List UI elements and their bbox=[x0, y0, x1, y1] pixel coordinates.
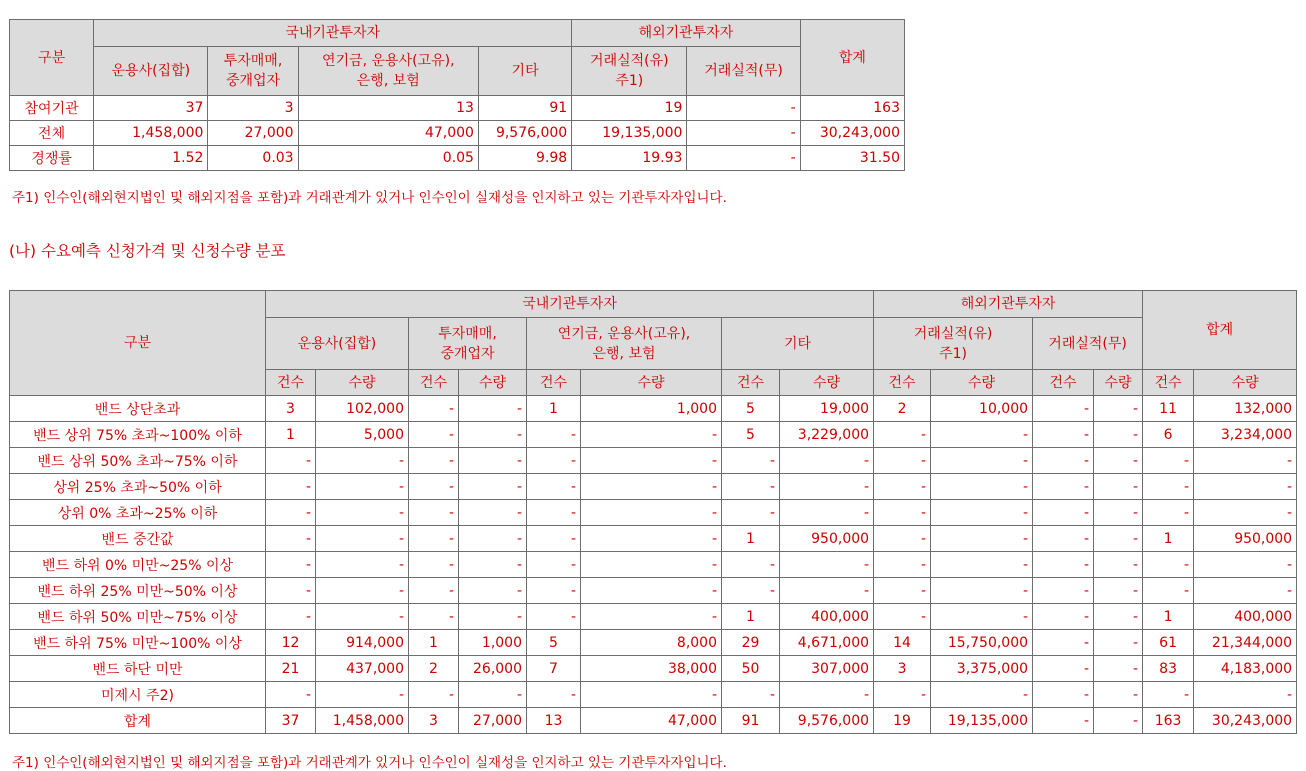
count-cell: - bbox=[266, 552, 316, 578]
quantity-cell: 3,234,000 bbox=[1194, 422, 1297, 448]
header-with-trade-record: 거래실적(유) 주1) bbox=[874, 318, 1033, 370]
quantity-cell: - bbox=[459, 500, 527, 526]
quantity-cell: - bbox=[581, 682, 722, 708]
count-cell: - bbox=[1033, 474, 1094, 500]
row-label: 밴드 중간값 bbox=[10, 526, 266, 552]
table-row bbox=[10, 708, 1297, 734]
quantity-cell: - bbox=[459, 552, 527, 578]
quantity-cell: 26,000 bbox=[459, 656, 527, 682]
row-label: 합계 bbox=[10, 708, 266, 734]
count-cell: 1 bbox=[1143, 604, 1194, 630]
footnote-2: 주1) 인수인(해외현지법인 및 해외지점을 포함)과 거래관계가 있거나 인수인이 실재성을 인지하고 있는 기관투자자입니다. bbox=[12, 755, 727, 771]
row-label: 밴드 하위 50% 미만~75% 이상 bbox=[10, 604, 266, 630]
quantity-cell: 8,000 bbox=[581, 630, 722, 656]
quantity-cell: - bbox=[459, 526, 527, 552]
header-quantity: 수량 bbox=[316, 370, 409, 396]
count-cell: - bbox=[1033, 500, 1094, 526]
count-cell: - bbox=[266, 500, 316, 526]
quantity-cell: - bbox=[1094, 604, 1143, 630]
count-cell: - bbox=[409, 474, 459, 500]
header-quantity: 수량 bbox=[459, 370, 527, 396]
quantity-cell: 3,229,000 bbox=[780, 422, 874, 448]
count-cell: 14 bbox=[874, 630, 931, 656]
count-cell: - bbox=[874, 448, 931, 474]
quantity-cell: - bbox=[1194, 474, 1297, 500]
quantity-cell: - bbox=[1094, 474, 1143, 500]
count-cell: 5 bbox=[527, 630, 581, 656]
count-cell: - bbox=[527, 474, 581, 500]
quantity-cell: 307,000 bbox=[780, 656, 874, 682]
quantity-cell: - bbox=[1094, 578, 1143, 604]
count-cell: 1 bbox=[409, 630, 459, 656]
quantity-cell: 102,000 bbox=[316, 396, 409, 422]
table-cell: 9.98 bbox=[478, 146, 571, 171]
quantity-cell: - bbox=[581, 500, 722, 526]
table-row bbox=[10, 146, 905, 171]
count-cell: - bbox=[409, 448, 459, 474]
quantity-cell: - bbox=[1094, 448, 1143, 474]
quantity-cell: - bbox=[459, 682, 527, 708]
count-cell: 61 bbox=[1143, 630, 1194, 656]
table-cell: - bbox=[687, 96, 800, 121]
quantity-cell: - bbox=[931, 474, 1033, 500]
quantity-cell: - bbox=[316, 500, 409, 526]
quantity-cell: - bbox=[316, 604, 409, 630]
table-row bbox=[10, 604, 1297, 630]
count-cell: - bbox=[1033, 552, 1094, 578]
quantity-cell: - bbox=[1094, 630, 1143, 656]
quantity-cell: 38,000 bbox=[581, 656, 722, 682]
quantity-cell: - bbox=[581, 552, 722, 578]
quantity-cell: - bbox=[1094, 396, 1143, 422]
count-cell: 5 bbox=[722, 422, 780, 448]
quantity-cell: - bbox=[459, 396, 527, 422]
quantity-cell: 3,375,000 bbox=[931, 656, 1033, 682]
row-label: 상위 0% 초과~25% 이하 bbox=[10, 500, 266, 526]
header-total: 합계 bbox=[800, 20, 904, 96]
count-cell: - bbox=[1033, 526, 1094, 552]
row-label: 참여기관 bbox=[10, 96, 94, 121]
row-label: 경쟁률 bbox=[10, 146, 94, 171]
table-row bbox=[10, 656, 1297, 682]
count-cell: - bbox=[1033, 604, 1094, 630]
table-row bbox=[10, 578, 1297, 604]
table-cell: 37 bbox=[94, 96, 208, 121]
header-with-trade-record: 거래실적(유) 주1) bbox=[572, 47, 687, 96]
header-quantity: 수량 bbox=[1194, 370, 1297, 396]
row-label: 전체 bbox=[10, 121, 94, 146]
quantity-cell: - bbox=[931, 604, 1033, 630]
table-cell: 0.05 bbox=[298, 146, 478, 171]
count-cell: - bbox=[1143, 448, 1194, 474]
count-cell: - bbox=[409, 552, 459, 578]
row-label: 상위 25% 초과~50% 이하 bbox=[10, 474, 266, 500]
table-cell: 9,576,000 bbox=[478, 121, 571, 146]
table-cell: 0.03 bbox=[208, 146, 298, 171]
table-cell: 91 bbox=[478, 96, 571, 121]
table-cell: - bbox=[687, 121, 800, 146]
table-row bbox=[10, 526, 1297, 552]
count-cell: - bbox=[527, 604, 581, 630]
footnote-1: 주1) 인수인(해외현지법인 및 해외지점을 포함)과 거래관계가 있거나 인수인이 실재성을 인지하고 있는 기관투자자입니다. bbox=[12, 190, 727, 206]
count-cell: - bbox=[722, 578, 780, 604]
quantity-cell: 1,000 bbox=[459, 630, 527, 656]
count-cell: 3 bbox=[409, 708, 459, 734]
count-cell: - bbox=[266, 682, 316, 708]
count-cell: 29 bbox=[722, 630, 780, 656]
count-cell: - bbox=[527, 682, 581, 708]
count-cell: - bbox=[874, 526, 931, 552]
table-cell: - bbox=[687, 146, 800, 171]
count-cell: 1 bbox=[722, 604, 780, 630]
quantity-cell: - bbox=[1194, 552, 1297, 578]
table-row bbox=[10, 474, 1297, 500]
row-label: 밴드 하위 0% 미만~25% 이상 bbox=[10, 552, 266, 578]
quantity-cell: - bbox=[459, 604, 527, 630]
count-cell: - bbox=[409, 682, 459, 708]
quantity-cell: - bbox=[780, 552, 874, 578]
header-other: 기타 bbox=[722, 318, 874, 370]
table-cell: 19,135,000 bbox=[572, 121, 687, 146]
quantity-cell: - bbox=[316, 578, 409, 604]
quantity-cell: - bbox=[780, 682, 874, 708]
count-cell: - bbox=[266, 604, 316, 630]
table-row bbox=[10, 552, 1297, 578]
table-cell: 19 bbox=[572, 96, 687, 121]
table-row bbox=[10, 396, 1297, 422]
count-cell: 1 bbox=[1143, 526, 1194, 552]
quantity-cell: 1,000 bbox=[581, 396, 722, 422]
count-cell: 12 bbox=[266, 630, 316, 656]
quantity-cell: 9,576,000 bbox=[780, 708, 874, 734]
count-cell: - bbox=[409, 578, 459, 604]
quantity-cell: - bbox=[581, 422, 722, 448]
row-label: 밴드 하위 75% 미만~100% 이상 bbox=[10, 630, 266, 656]
quantity-cell: - bbox=[931, 500, 1033, 526]
quantity-cell: - bbox=[931, 682, 1033, 708]
count-cell: 21 bbox=[266, 656, 316, 682]
count-cell: - bbox=[722, 448, 780, 474]
count-cell: - bbox=[527, 448, 581, 474]
header-count: 건수 bbox=[1033, 370, 1094, 396]
count-cell: - bbox=[874, 422, 931, 448]
count-cell: - bbox=[1143, 474, 1194, 500]
count-cell: - bbox=[722, 500, 780, 526]
header-without-trade-record: 거래실적(무) bbox=[1033, 318, 1143, 370]
header-quantity: 수량 bbox=[931, 370, 1033, 396]
header-foreign-institutions: 해외기관투자자 bbox=[874, 291, 1143, 318]
quantity-cell: - bbox=[1094, 500, 1143, 526]
quantity-cell: 5,000 bbox=[316, 422, 409, 448]
count-cell: - bbox=[409, 526, 459, 552]
quantity-cell: - bbox=[316, 682, 409, 708]
header-investment-broker: 투자매매, 중개업자 bbox=[208, 47, 298, 96]
quantity-cell: - bbox=[1094, 682, 1143, 708]
participation-summary-table bbox=[9, 19, 905, 171]
quantity-cell: - bbox=[316, 526, 409, 552]
quantity-cell: 15,750,000 bbox=[931, 630, 1033, 656]
row-label: 밴드 상위 50% 초과~75% 이하 bbox=[10, 448, 266, 474]
section-heading: (나) 수요예측 신청가격 및 신청수량 분포 bbox=[9, 242, 286, 260]
quantity-cell: 400,000 bbox=[1194, 604, 1297, 630]
count-cell: - bbox=[1143, 500, 1194, 526]
count-cell: - bbox=[874, 604, 931, 630]
count-cell: 7 bbox=[527, 656, 581, 682]
count-cell: 3 bbox=[266, 396, 316, 422]
header-quantity: 수량 bbox=[780, 370, 874, 396]
count-cell: - bbox=[266, 448, 316, 474]
table-cell: 30,243,000 bbox=[800, 121, 904, 146]
header-pension-bank-insurance: 연기금, 운용사(고유), 은행, 보험 bbox=[298, 47, 478, 96]
table-cell: 19.93 bbox=[572, 146, 687, 171]
count-cell: - bbox=[1033, 682, 1094, 708]
count-cell: - bbox=[266, 526, 316, 552]
table-cell: 3 bbox=[208, 96, 298, 121]
table-row bbox=[10, 682, 1297, 708]
quantity-cell: - bbox=[581, 448, 722, 474]
header-count: 건수 bbox=[409, 370, 459, 396]
quantity-cell: 132,000 bbox=[1194, 396, 1297, 422]
count-cell: - bbox=[266, 578, 316, 604]
count-cell: - bbox=[1143, 552, 1194, 578]
count-cell: 1 bbox=[722, 526, 780, 552]
count-cell: - bbox=[527, 578, 581, 604]
quantity-cell: 19,000 bbox=[780, 396, 874, 422]
header-count: 건수 bbox=[874, 370, 931, 396]
quantity-cell: - bbox=[780, 578, 874, 604]
table-cell: 13 bbox=[298, 96, 478, 121]
count-cell: 5 bbox=[722, 396, 780, 422]
quantity-cell: - bbox=[1094, 526, 1143, 552]
quantity-cell: - bbox=[931, 526, 1033, 552]
quantity-cell: 4,671,000 bbox=[780, 630, 874, 656]
count-cell: - bbox=[874, 552, 931, 578]
row-label: 미제시 주2) bbox=[10, 682, 266, 708]
quantity-cell: 950,000 bbox=[1194, 526, 1297, 552]
quantity-cell: - bbox=[581, 474, 722, 500]
header-count: 건수 bbox=[266, 370, 316, 396]
table-cell: 1.52 bbox=[94, 146, 208, 171]
quantity-cell: - bbox=[780, 500, 874, 526]
count-cell: - bbox=[1033, 708, 1094, 734]
quantity-cell: - bbox=[581, 526, 722, 552]
count-cell: 50 bbox=[722, 656, 780, 682]
header-count: 건수 bbox=[527, 370, 581, 396]
header-without-trade-record: 거래실적(무) bbox=[687, 47, 800, 96]
row-label: 밴드 하위 25% 미만~50% 이상 bbox=[10, 578, 266, 604]
count-cell: 2 bbox=[409, 656, 459, 682]
quantity-cell: 400,000 bbox=[780, 604, 874, 630]
quantity-cell: - bbox=[931, 448, 1033, 474]
count-cell: 2 bbox=[874, 396, 931, 422]
count-cell: - bbox=[527, 526, 581, 552]
header-asset-manager-collective: 운용사(집합) bbox=[94, 47, 208, 96]
quantity-cell: - bbox=[780, 474, 874, 500]
count-cell: 1 bbox=[527, 396, 581, 422]
count-cell: - bbox=[1033, 630, 1094, 656]
header-gubun: 구분 bbox=[10, 291, 266, 396]
count-cell: - bbox=[409, 422, 459, 448]
count-cell: 6 bbox=[1143, 422, 1194, 448]
count-cell: - bbox=[1033, 422, 1094, 448]
quantity-cell: 437,000 bbox=[316, 656, 409, 682]
quantity-cell: - bbox=[581, 578, 722, 604]
table-cell: 163 bbox=[800, 96, 904, 121]
count-cell: - bbox=[527, 552, 581, 578]
count-cell: 91 bbox=[722, 708, 780, 734]
count-cell: - bbox=[1033, 578, 1094, 604]
count-cell: - bbox=[722, 682, 780, 708]
table-cell: 47,000 bbox=[298, 121, 478, 146]
table-row bbox=[10, 500, 1297, 526]
count-cell: 163 bbox=[1143, 708, 1194, 734]
header-quantity: 수량 bbox=[581, 370, 722, 396]
count-cell: - bbox=[409, 396, 459, 422]
header-domestic-institutions: 국내기관투자자 bbox=[94, 20, 572, 47]
header-pension-bank-insurance: 연기금, 운용사(고유), 은행, 보험 bbox=[527, 318, 722, 370]
count-cell: - bbox=[1143, 578, 1194, 604]
quantity-cell: - bbox=[581, 604, 722, 630]
header-count: 건수 bbox=[722, 370, 780, 396]
row-label: 밴드 하단 미만 bbox=[10, 656, 266, 682]
quantity-cell: - bbox=[459, 578, 527, 604]
quantity-cell: 914,000 bbox=[316, 630, 409, 656]
header-investment-broker: 투자매매, 중개업자 bbox=[409, 318, 527, 370]
quantity-cell: 47,000 bbox=[581, 708, 722, 734]
header-other: 기타 bbox=[478, 47, 571, 96]
quantity-cell: - bbox=[931, 552, 1033, 578]
count-cell: 1 bbox=[266, 422, 316, 448]
count-cell: 19 bbox=[874, 708, 931, 734]
count-cell: 3 bbox=[874, 656, 931, 682]
quantity-cell: 27,000 bbox=[459, 708, 527, 734]
quantity-cell: - bbox=[931, 422, 1033, 448]
count-cell: - bbox=[409, 604, 459, 630]
quantity-cell: 950,000 bbox=[780, 526, 874, 552]
quantity-cell: - bbox=[316, 474, 409, 500]
header-asset-manager-collective: 운용사(집합) bbox=[266, 318, 409, 370]
count-cell: - bbox=[722, 552, 780, 578]
count-cell: - bbox=[722, 474, 780, 500]
quantity-cell: - bbox=[1094, 656, 1143, 682]
count-cell: - bbox=[1033, 448, 1094, 474]
quantity-cell: - bbox=[1194, 578, 1297, 604]
quantity-cell: 10,000 bbox=[931, 396, 1033, 422]
table-row bbox=[10, 121, 905, 146]
table-row bbox=[10, 630, 1297, 656]
count-cell: 13 bbox=[527, 708, 581, 734]
quantity-cell: 4,183,000 bbox=[1194, 656, 1297, 682]
quantity-cell: - bbox=[1094, 708, 1143, 734]
header-domestic-institutions: 국내기관투자자 bbox=[266, 291, 874, 318]
quantity-cell: - bbox=[1094, 422, 1143, 448]
count-cell: - bbox=[874, 578, 931, 604]
count-cell: 37 bbox=[266, 708, 316, 734]
count-cell: - bbox=[1033, 396, 1094, 422]
quantity-cell: 21,344,000 bbox=[1194, 630, 1297, 656]
table-cell: 31.50 bbox=[800, 146, 904, 171]
table-row bbox=[10, 448, 1297, 474]
quantity-cell: - bbox=[931, 578, 1033, 604]
quantity-cell: 19,135,000 bbox=[931, 708, 1033, 734]
count-cell: - bbox=[874, 682, 931, 708]
header-foreign-institutions: 해외기관투자자 bbox=[572, 20, 800, 47]
quantity-cell: 1,458,000 bbox=[316, 708, 409, 734]
table-cell: 27,000 bbox=[208, 121, 298, 146]
quantity-cell: - bbox=[316, 552, 409, 578]
row-label: 밴드 상단초과 bbox=[10, 396, 266, 422]
count-cell: - bbox=[1033, 656, 1094, 682]
quantity-cell: - bbox=[1094, 552, 1143, 578]
count-cell: - bbox=[527, 500, 581, 526]
count-cell: - bbox=[266, 474, 316, 500]
quantity-cell: - bbox=[1194, 682, 1297, 708]
header-total: 합계 bbox=[1143, 291, 1297, 370]
quantity-cell: - bbox=[316, 448, 409, 474]
count-cell: - bbox=[874, 500, 931, 526]
quantity-cell: 30,243,000 bbox=[1194, 708, 1297, 734]
table-cell: 1,458,000 bbox=[94, 121, 208, 146]
table-row bbox=[10, 96, 905, 121]
count-cell: - bbox=[1143, 682, 1194, 708]
quantity-cell: - bbox=[780, 448, 874, 474]
header-count: 건수 bbox=[1143, 370, 1194, 396]
price-band-distribution-table bbox=[9, 290, 1297, 734]
quantity-cell: - bbox=[459, 422, 527, 448]
quantity-cell: - bbox=[459, 474, 527, 500]
count-cell: 11 bbox=[1143, 396, 1194, 422]
quantity-cell: - bbox=[459, 448, 527, 474]
table-row bbox=[10, 422, 1297, 448]
row-label: 밴드 상위 75% 초과~100% 이하 bbox=[10, 422, 266, 448]
count-cell: - bbox=[527, 422, 581, 448]
count-cell: 83 bbox=[1143, 656, 1194, 682]
count-cell: - bbox=[409, 500, 459, 526]
quantity-cell: - bbox=[1194, 448, 1297, 474]
header-quantity: 수량 bbox=[1094, 370, 1143, 396]
quantity-cell: - bbox=[1194, 500, 1297, 526]
count-cell: - bbox=[874, 474, 931, 500]
header-gubun: 구분 bbox=[10, 20, 94, 96]
